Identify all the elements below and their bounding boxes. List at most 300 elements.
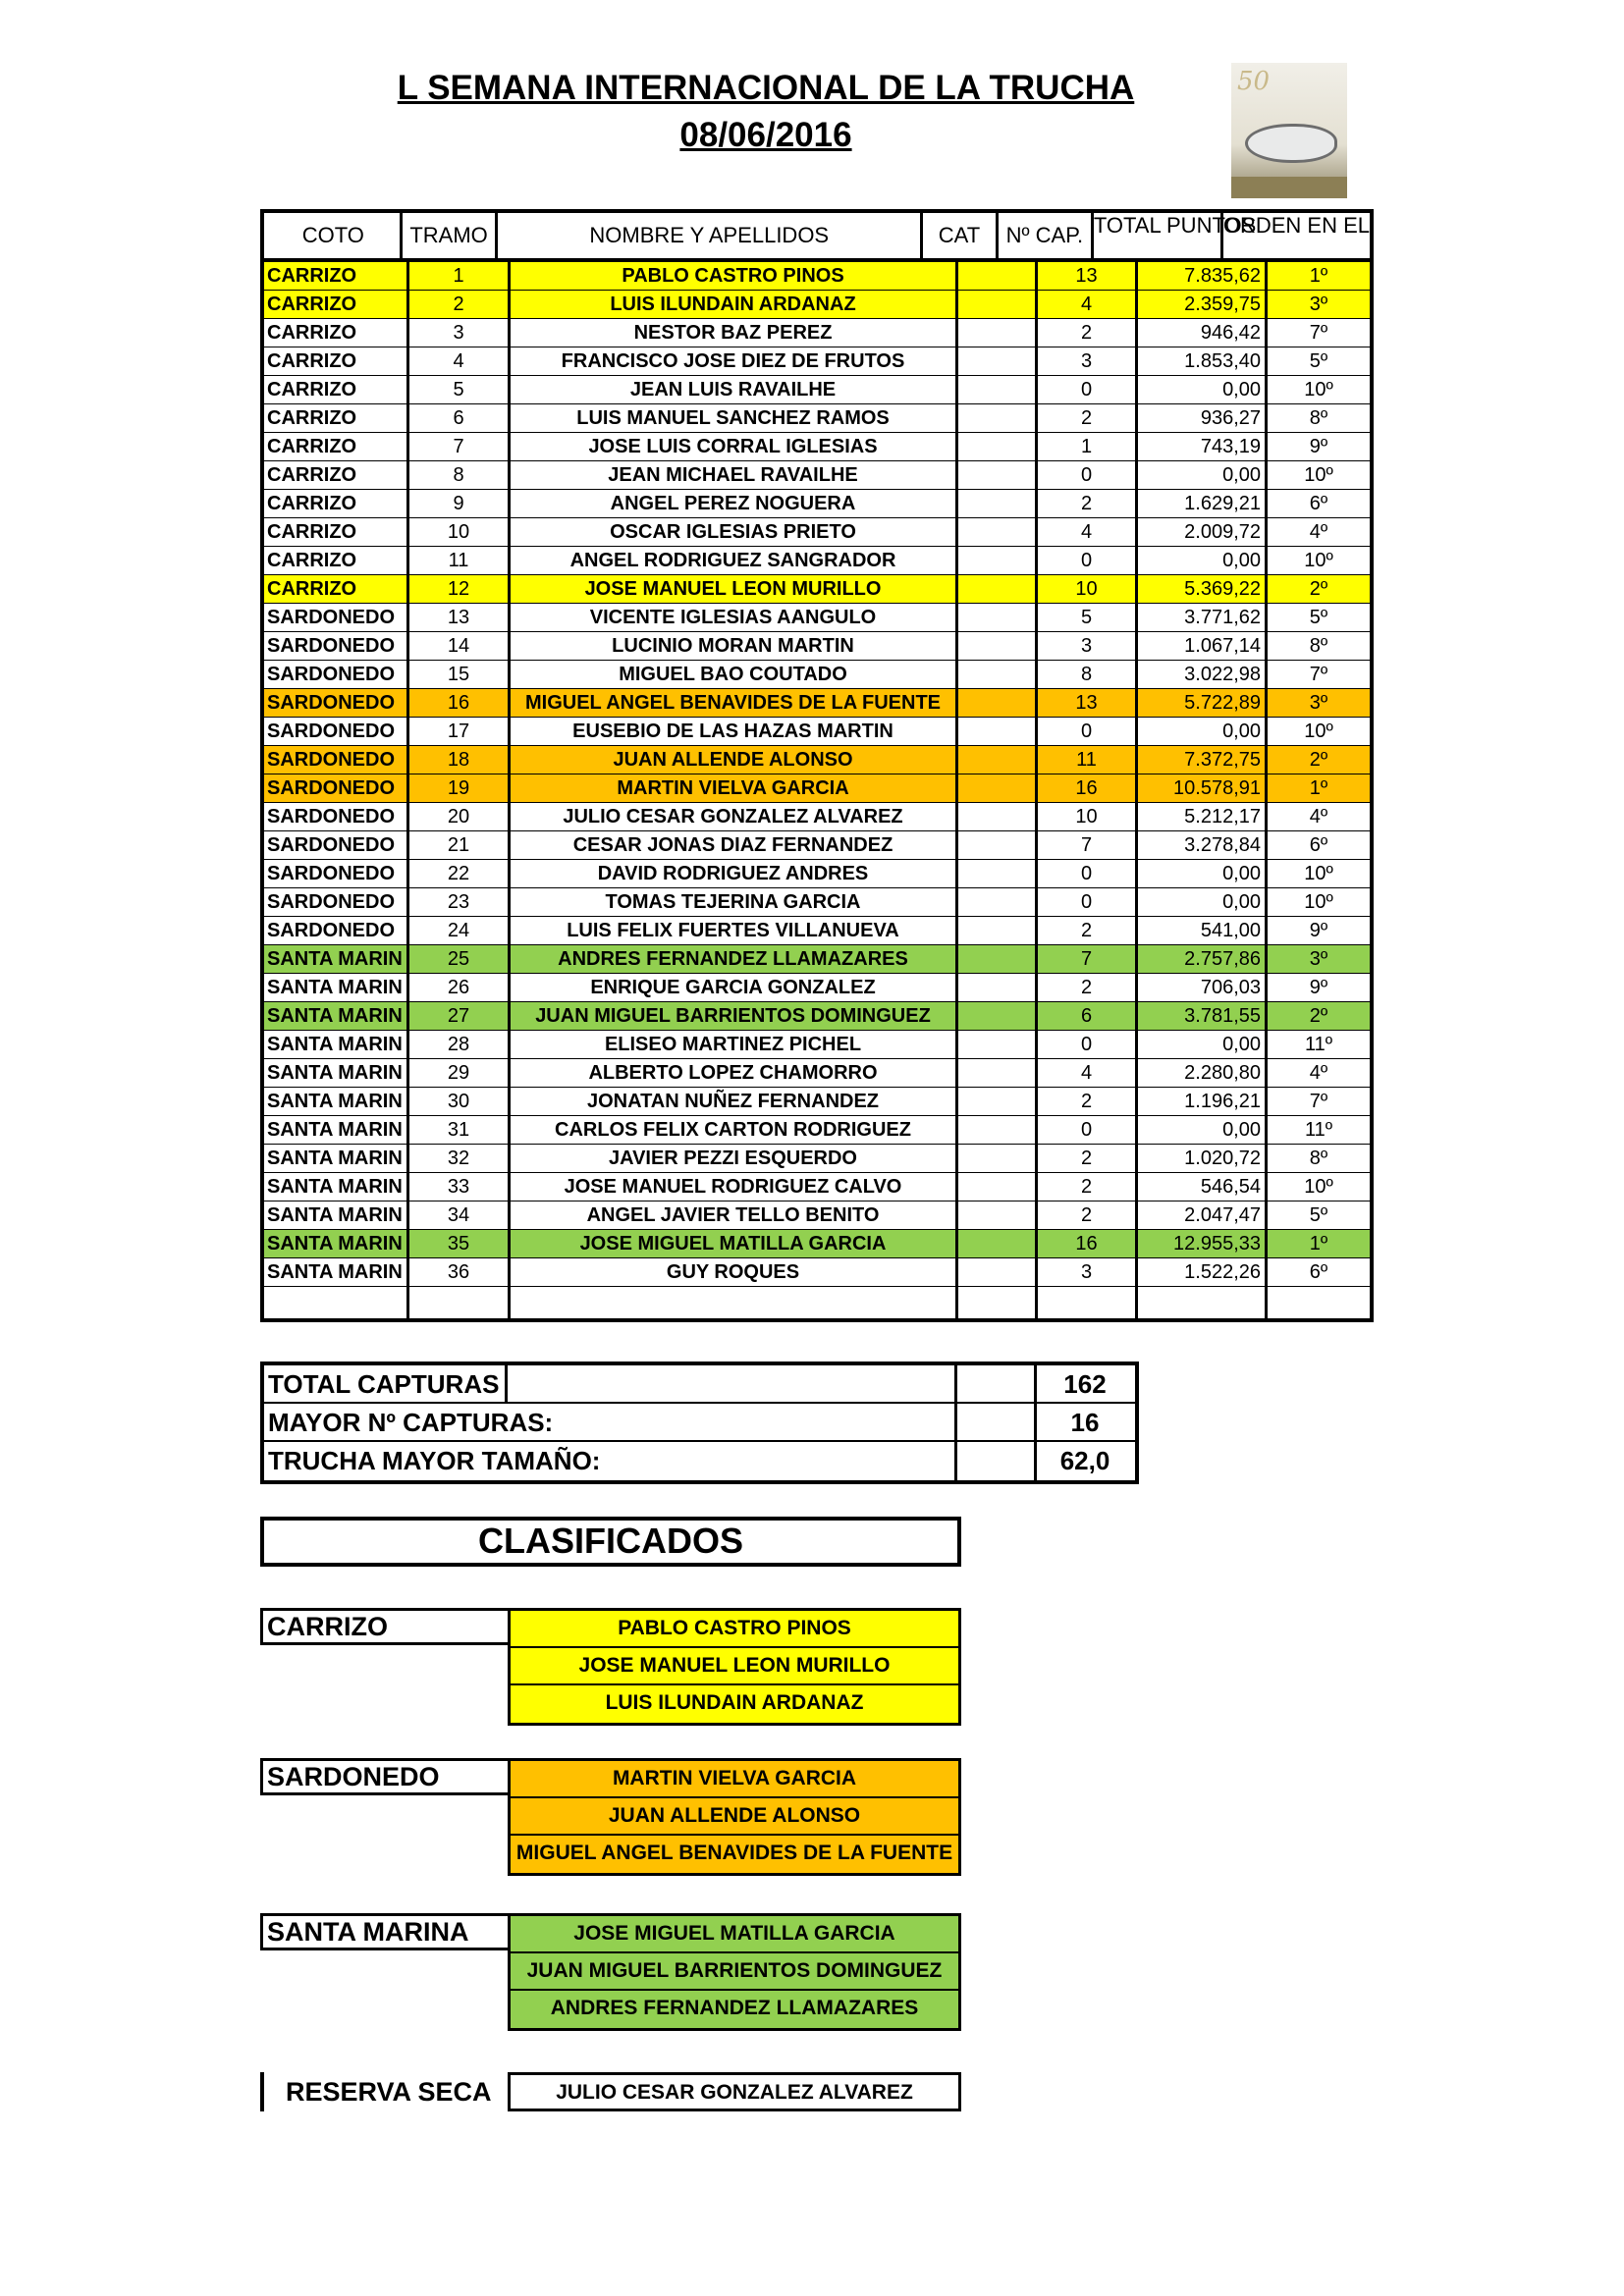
cell-ord: 3º [1309,692,1328,714]
table-row [264,461,1370,490]
classified-name: JOSE MANUEL LEON MURILLO [511,1648,958,1685]
cell-tramo: 30 [409,1088,511,1115]
classified-name: JUAN MIGUEL BARRIENTOS DOMINGUEZ [511,1953,958,1991]
table-row [264,1088,1370,1116]
table-row [264,262,1370,291]
cell-name: JAVIER PEZZI ESQUERDO [511,1145,958,1172]
cell-pts: 2.280,80 [1138,1059,1268,1087]
cell-name: ANGEL RODRIGUEZ SANGRADOR [511,547,958,574]
cell-pts: 1.196,21 [1138,1088,1268,1115]
cell-tramo: 36 [409,1258,511,1286]
cell-coto: SARDONEDO [264,917,409,944]
cell-pts: 2.009,72 [1138,518,1268,546]
cell-name: DAVID RODRIGUEZ ANDRES [511,860,958,887]
cell-ord: 6º [1309,1261,1328,1283]
cell-pts: 7.372,75 [1138,746,1268,774]
cell-coto: SARDONEDO [264,661,409,688]
group-coto-label: SARDONEDO [260,1758,509,1795]
cell-ord: 5º [1309,607,1328,628]
cell-ord: 4º [1309,806,1328,828]
header-cat: CAT [923,213,999,258]
cell-coto: CARRIZO [264,461,409,489]
cell-ord: 11º [1304,1119,1333,1141]
cell-cat [958,945,1038,973]
cell-coto: CARRIZO [264,433,409,460]
trout-fish-logo-icon [1231,63,1347,198]
cell-pts: 0,00 [1138,718,1268,745]
group-coto-label: SANTA MARINA [260,1913,509,1950]
cell-tramo: 7 [409,433,511,460]
cell-coto: SARDONEDO [264,774,409,802]
table-row [264,1059,1370,1088]
cell-tramo: 27 [409,1002,511,1030]
cell-coto: SARDONEDO [264,604,409,631]
group-names [508,1913,961,2031]
table-row [264,291,1370,319]
table-header-row [264,213,1370,262]
header-name: NOMBRE Y APELLIDOS [498,213,923,258]
cell-cat [958,1002,1038,1030]
reserva-label: RESERVA SECA [260,2072,496,2111]
cell-cap: 0 [1038,888,1138,916]
cell-ord: 1º [1309,777,1328,799]
cell-pts: 0,00 [1138,888,1268,916]
cell-cat [958,376,1038,403]
table-row [264,1002,1370,1031]
cell-ord: 9º [1309,436,1328,457]
cell-cap: 13 [1038,262,1138,290]
cell-coto: CARRIZO [264,404,409,432]
cell-pts: 743,19 [1138,433,1268,460]
cell-cap [1038,1287,1138,1318]
table-row [264,888,1370,917]
cell-cap: 11 [1038,746,1138,774]
cell-pts: 936,27 [1138,404,1268,432]
cell-name: ANGEL PEREZ NOGUERA [511,490,958,517]
table-row [264,1287,1370,1318]
cell-coto: SARDONEDO [264,718,409,745]
cell-cap: 4 [1038,518,1138,546]
cell-name: OSCAR IGLESIAS PRIETO [511,518,958,546]
cell-cat [958,518,1038,546]
cell-tramo: 35 [409,1230,511,1257]
table-row [264,1031,1370,1059]
cell-cap: 10 [1038,803,1138,830]
cell-cat [958,575,1038,603]
header-captures: Nº CAP. [999,213,1094,258]
table-row [264,1201,1370,1230]
cell-tramo: 22 [409,860,511,887]
fish-shape [1245,124,1337,163]
cell-ord: 3º [1309,948,1328,970]
cell-cat [958,1287,1038,1318]
cell-cap: 2 [1038,1088,1138,1115]
table-row [264,774,1370,803]
cell-tramo: 12 [409,575,511,603]
cell-pts: 0,00 [1138,1031,1268,1058]
cell-ord: 3º [1309,294,1328,315]
cell-ord: 9º [1309,977,1328,998]
cell-coto: SANTA MARIN [264,1059,409,1087]
cell-cap: 2 [1038,974,1138,1001]
cell-coto: SARDONEDO [264,888,409,916]
header-order: ORDEN EN EL [1222,213,1370,238]
cell-coto: CARRIZO [264,575,409,603]
cell-coto: SARDONEDO [264,803,409,830]
table-row [264,974,1370,1002]
cell-cat [958,1173,1038,1201]
cell-cap: 7 [1038,945,1138,973]
cell-pts: 5.369,22 [1138,575,1268,603]
cell-name: MARTIN VIELVA GARCIA [511,774,958,802]
cell-name: LUCINIO MORAN MARTIN [511,632,958,660]
cell-pts: 0,00 [1138,461,1268,489]
table-row [264,404,1370,433]
cell-coto: CARRIZO [264,291,409,318]
cell-name: NESTOR BAZ PEREZ [511,319,958,347]
cell-ord [1268,1287,1370,1318]
classified-name: JOSE MIGUEL MATILLA GARCIA [511,1916,958,1953]
cell-tramo: 23 [409,888,511,916]
totals-label: TRUCHA MAYOR TAMAÑO: [264,1442,957,1480]
cell-name: ELISEO MARTINEZ PICHEL [511,1031,958,1058]
reserva-name: JULIO CESAR GONZALEZ ALVAREZ [508,2072,961,2111]
cell-cat [958,860,1038,887]
cell-tramo: 11 [409,547,511,574]
cell-pts: 0,00 [1138,1116,1268,1144]
cell-coto: CARRIZO [264,490,409,517]
cell-coto: SANTA MARIN [264,1116,409,1144]
cell-ord: 7º [1309,322,1328,344]
totals-row [264,1404,1135,1442]
cell-tramo: 4 [409,347,511,375]
cell-name: JOSE MIGUEL MATILLA GARCIA [511,1230,958,1257]
cell-ord: 6º [1309,834,1328,856]
totals-value: 62,0 [1059,1446,1110,1475]
cell-cap: 16 [1038,774,1138,802]
cell-cap: 4 [1038,1059,1138,1087]
cell-tramo: 25 [409,945,511,973]
cell-cap: 2 [1038,1145,1138,1172]
cell-cat [958,632,1038,660]
cell-cat [958,1116,1038,1144]
cell-ord: 10º [1304,464,1333,486]
cell-tramo: 24 [409,917,511,944]
table-row [264,604,1370,632]
header-coto: COTO [264,213,403,258]
cell-tramo: 17 [409,718,511,745]
table-row [264,718,1370,746]
cell-name: ANGEL JAVIER TELLO BENITO [511,1201,958,1229]
cell-name: ENRIQUE GARCIA GONZALEZ [511,974,958,1001]
cell-ord: 2º [1309,578,1328,600]
cell-cap: 2 [1038,1173,1138,1201]
table-row [264,945,1370,974]
cell-pts: 541,00 [1138,917,1268,944]
cell-ord: 6º [1309,493,1328,514]
cell-pts: 1.067,14 [1138,632,1268,660]
cell-coto: SANTA MARIN [264,974,409,1001]
cell-name: JONATAN NUÑEZ FERNANDEZ [511,1088,958,1115]
cell-cap: 0 [1038,860,1138,887]
cell-cat [958,1145,1038,1172]
cell-pts: 12.955,33 [1138,1230,1268,1257]
totals-table [260,1362,1139,1484]
cell-tramo: 5 [409,376,511,403]
cell-cat [958,1258,1038,1286]
cell-name: GUY ROQUES [511,1258,958,1286]
classified-name: MARTIN VIELVA GARCIA [511,1761,958,1798]
table-row [264,689,1370,718]
cell-cap: 2 [1038,404,1138,432]
cell-name: JOSE MANUEL LEON MURILLO [511,575,958,603]
cell-tramo: 28 [409,1031,511,1058]
table-row [264,376,1370,404]
cell-ord: 9º [1309,920,1328,941]
cell-cat [958,319,1038,347]
cell-tramo: 8 [409,461,511,489]
cell-name: EUSEBIO DE LAS HAZAS MARTIN [511,718,958,745]
cell-cap: 4 [1038,291,1138,318]
cell-coto: SARDONEDO [264,689,409,717]
table-row [264,917,1370,945]
cell-ord: 7º [1309,1091,1328,1112]
totals-label: TOTAL CAPTURAS [264,1365,508,1402]
cell-cat [958,1031,1038,1058]
cell-coto: SARDONEDO [264,746,409,774]
cell-cat [958,461,1038,489]
cell-name [511,1287,958,1318]
cell-tramo: 34 [409,1201,511,1229]
cell-coto: SARDONEDO [264,860,409,887]
cell-cat [958,1088,1038,1115]
cell-pts: 10.578,91 [1138,774,1268,802]
header-points: TOTAL PUNTOS [1094,213,1223,258]
totals-label: MAYOR Nº CAPTURAS: [264,1404,957,1440]
cell-cap: 3 [1038,632,1138,660]
cell-tramo: 1 [409,262,511,290]
page-title: L SEMANA INTERNACIONAL DE LA TRUCHA [397,69,1135,107]
cell-cap: 0 [1038,547,1138,574]
cell-tramo: 14 [409,632,511,660]
cell-ord: 2º [1309,749,1328,771]
cell-coto: CARRIZO [264,547,409,574]
table-row [264,860,1370,888]
cell-pts [1138,1287,1268,1318]
classified-name: MIGUEL ANGEL BENAVIDES DE LA FUENTE [515,1842,953,1864]
cell-cat [958,661,1038,688]
cell-name: LUIS FELIX FUERTES VILLANUEVA [511,917,958,944]
cell-cap: 6 [1038,1002,1138,1030]
table-row [264,347,1370,376]
cell-name: JEAN LUIS RAVAILHE [511,376,958,403]
table-row [264,746,1370,774]
cell-cat [958,718,1038,745]
cell-cap: 7 [1038,831,1138,859]
cell-pts: 2.047,47 [1138,1201,1268,1229]
cell-tramo: 10 [409,518,511,546]
cell-cap: 2 [1038,319,1138,347]
cell-coto: SANTA MARIN [264,1258,409,1286]
cell-cat [958,1201,1038,1229]
cell-ord: 8º [1309,1148,1328,1169]
cell-name: LUIS ILUNDAIN ARDANAZ [511,291,958,318]
header-tramo: TRAMO [403,213,499,258]
cell-cap: 0 [1038,718,1138,745]
cell-tramo: 2 [409,291,511,318]
cell-tramo: 19 [409,774,511,802]
cell-tramo: 26 [409,974,511,1001]
cell-ord: 7º [1309,664,1328,685]
cell-cat [958,917,1038,944]
table-row [264,661,1370,689]
group-names [508,1608,961,1726]
cell-tramo: 32 [409,1145,511,1172]
table-row [264,575,1370,604]
cell-coto: SANTA MARIN [264,1201,409,1229]
cell-cat [958,689,1038,717]
cell-ord: 8º [1309,407,1328,429]
cell-coto: SANTA MARIN [264,1088,409,1115]
cell-pts: 546,54 [1138,1173,1268,1201]
table-row [264,490,1370,518]
cell-cat [958,888,1038,916]
cell-cap: 10 [1038,575,1138,603]
cell-cat [958,746,1038,774]
cell-cat [958,291,1038,318]
cell-tramo: 18 [409,746,511,774]
cell-name: CESAR JONAS DIAZ FERNANDEZ [511,831,958,859]
cell-coto: CARRIZO [264,518,409,546]
cell-pts: 3.022,98 [1138,661,1268,688]
cell-tramo: 31 [409,1116,511,1144]
classified-name: ANDRES FERNANDEZ LLAMAZARES [550,1997,919,2019]
cell-cap: 0 [1038,1031,1138,1058]
cell-pts: 3.278,84 [1138,831,1268,859]
cell-cat [958,1230,1038,1257]
cell-name: JEAN MICHAEL RAVAILHE [511,461,958,489]
cell-coto [264,1287,409,1318]
cell-coto: CARRIZO [264,376,409,403]
cell-ord: 4º [1309,1062,1328,1084]
cell-cap: 3 [1038,347,1138,375]
group-coto-label: CARRIZO [260,1608,509,1645]
cell-coto: CARRIZO [264,319,409,347]
totals-cat-gap [957,1365,1037,1402]
cell-coto: SANTA MARIN [264,1002,409,1030]
cell-tramo: 13 [409,604,511,631]
cell-cat [958,1059,1038,1087]
table-row [264,1116,1370,1145]
cell-cat [958,604,1038,631]
cell-ord: 8º [1309,635,1328,657]
cell-pts: 7.835,62 [1138,262,1268,290]
table-row [264,632,1370,661]
cell-cat [958,974,1038,1001]
cell-ord: 1º [1309,1233,1328,1255]
cell-pts: 1.853,40 [1138,347,1268,375]
cell-tramo: 6 [409,404,511,432]
cell-ord: 10º [1304,1176,1333,1198]
totals-row [264,1365,1135,1404]
cell-pts: 3.771,62 [1138,604,1268,631]
cell-cat [958,347,1038,375]
cell-coto: SANTA MARIN [264,1230,409,1257]
cell-cap: 2 [1038,1201,1138,1229]
cell-cat [958,433,1038,460]
totals-value: 162 [1063,1369,1107,1399]
cell-pts: 0,00 [1138,860,1268,887]
cell-tramo: 20 [409,803,511,830]
cell-name: FRANCISCO JOSE DIEZ DE FRUTOS [511,347,958,375]
cell-cap: 0 [1038,1116,1138,1144]
totals-cat-gap [957,1404,1037,1440]
cell-name: JOSE LUIS CORRAL IGLESIAS [511,433,958,460]
cell-cat [958,490,1038,517]
cell-ord: 10º [1304,550,1333,571]
cell-pts: 0,00 [1138,376,1268,403]
table-row [264,1173,1370,1201]
cell-cap: 0 [1038,461,1138,489]
classified-name: JUAN ALLENDE ALONSO [511,1798,958,1836]
cell-pts: 5.722,89 [1138,689,1268,717]
cell-cap: 1 [1038,433,1138,460]
cell-pts: 2.359,75 [1138,291,1268,318]
cell-cap: 5 [1038,604,1138,631]
cell-ord: 10º [1304,891,1333,913]
logo-ground [1231,177,1347,198]
cell-ord: 11º [1304,1034,1333,1055]
classified-name: LUIS ILUNDAIN ARDANAZ [605,1691,864,1714]
cell-cap: 16 [1038,1230,1138,1257]
cell-cap: 0 [1038,376,1138,403]
cell-coto: SARDONEDO [264,831,409,859]
cell-pts: 3.781,55 [1138,1002,1268,1030]
cell-ord: 2º [1309,1005,1328,1027]
cell-cat [958,831,1038,859]
cell-pts: 706,03 [1138,974,1268,1001]
table-row [264,518,1370,547]
totals-row [264,1442,1135,1480]
cell-pts: 1.522,26 [1138,1258,1268,1286]
cell-coto: CARRIZO [264,262,409,290]
table-row [264,319,1370,347]
table-row [264,433,1370,461]
cell-ord: 10º [1304,721,1333,742]
cell-coto: SANTA MARIN [264,945,409,973]
cell-tramo [409,1287,511,1318]
cell-ord: 4º [1309,521,1328,543]
cell-tramo: 9 [409,490,511,517]
table-row [264,1258,1370,1287]
cell-tramo: 33 [409,1173,511,1201]
totals-spacer [508,1365,957,1402]
cell-cap: 13 [1038,689,1138,717]
cell-cap: 2 [1038,490,1138,517]
cell-cat [958,774,1038,802]
cell-cap: 2 [1038,917,1138,944]
cell-cat [958,547,1038,574]
cell-pts: 946,42 [1138,319,1268,347]
cell-tramo: 29 [409,1059,511,1087]
table-row [264,831,1370,860]
table-row [264,1230,1370,1258]
page-date: 08/06/2016 [679,116,852,154]
table-row [264,803,1370,831]
cell-tramo: 16 [409,689,511,717]
table-row [264,1145,1370,1173]
cell-ord: 10º [1304,863,1333,884]
